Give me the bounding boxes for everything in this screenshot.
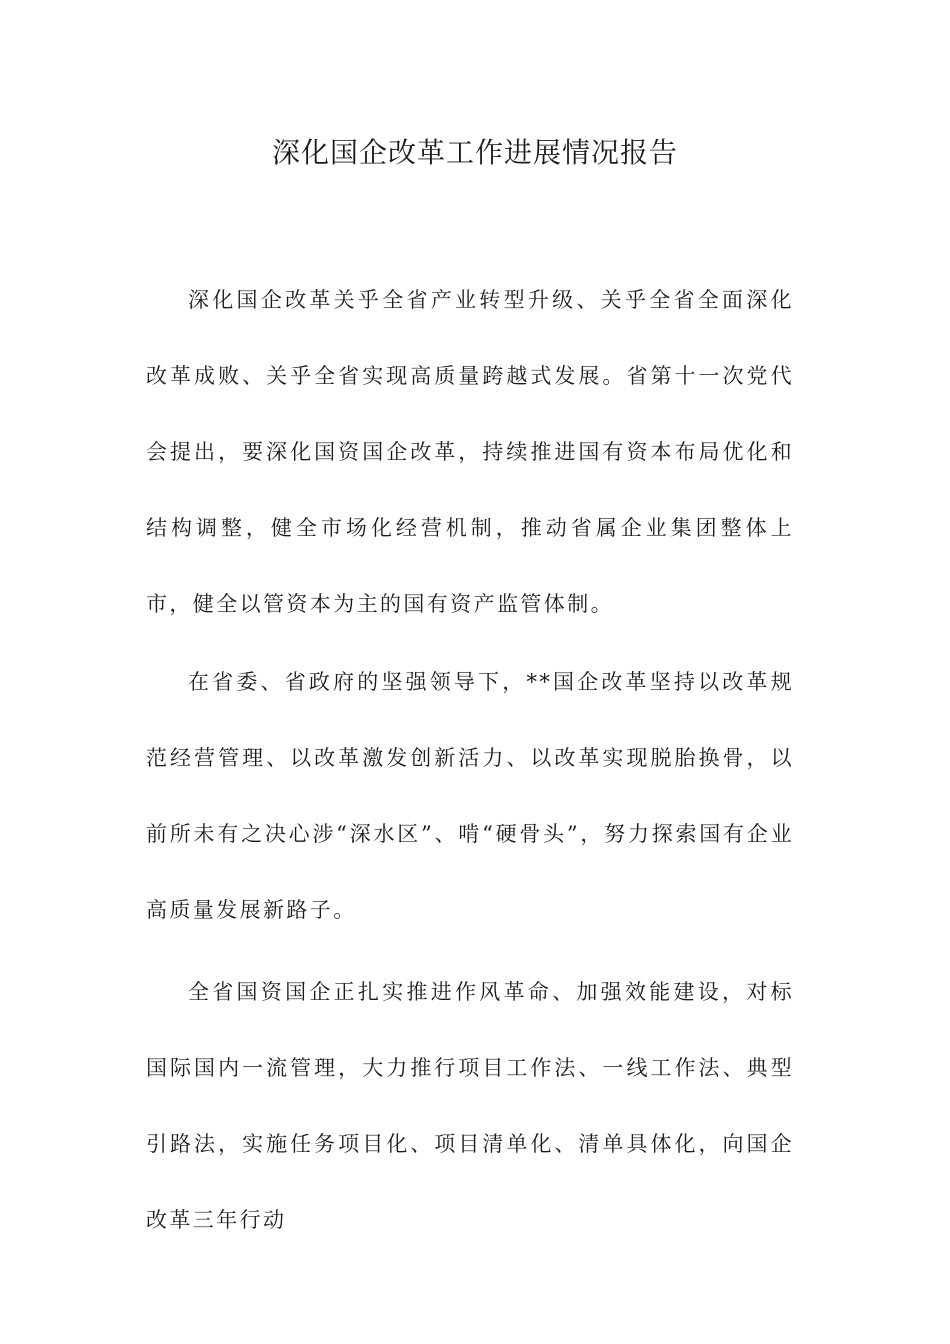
document-title: 深化国企改革工作进展情况报告 (271, 136, 678, 169)
paragraph-2: 在省委、省政府的坚强领导下，**国企改革坚持以改革规范经营管理、以改革激发创新活力、以改革实现脱胎换骨，以前所未有之决心涉“深水区”、啃“硬骨头”，努力探索国有企业高质量发展新路子。 (146, 670, 794, 922)
paragraph-1: 深化国企改革关乎全省产业转型升级、关乎全省全面深化改革成败、关乎全省实现高质量跨越式发展。省第十一次党代会提出，要深化国资国企改革，持续推进国有资本布局优化和结构调整，健全市场化经营机制，推动省属企业集团整体上市，健全以管资本为主的国有资产监管体制。 (146, 288, 794, 616)
paragraph-3: 全省国资国企正扎实推进作风革命、加强效能建设，对标国际国内一流管理，大力推行项目工作法、一线工作法、典型引路法，实施任务项目化、项目清单化、清单具体化，向国企改革三年行动 (146, 980, 794, 1232)
